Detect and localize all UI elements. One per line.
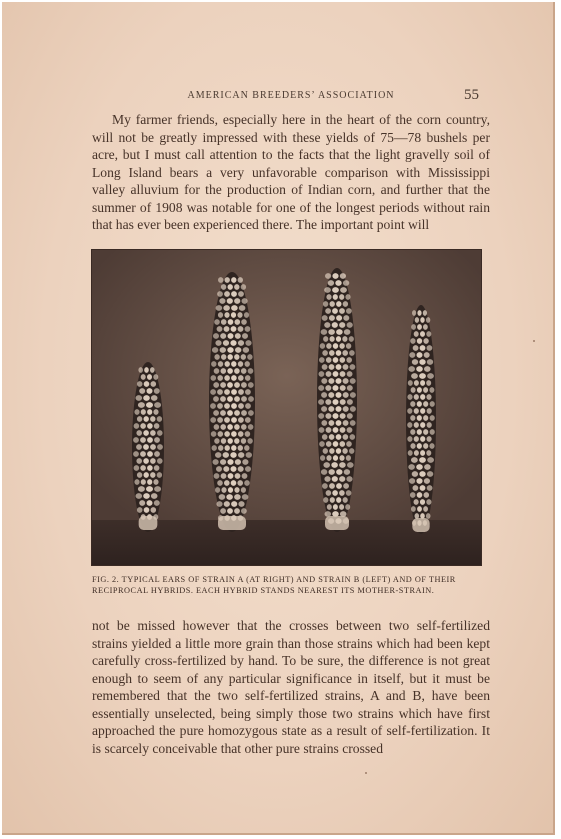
running-header: AMERICAN BREEDERS’ ASSOCIATION [187,90,395,101]
figure-caption: FIG. 2. TYPICAL EARS OF STRAIN A (AT RIGHT) AND STRAIN B (LEFT) AND OF THEIR RECIPROCAL HYBRIDS. EACH HYBRID STANDS NEAREST ITS MOTHER-STRAIN. [92,575,456,595]
corn-ear-strain-a [406,305,436,534]
paper-speck [365,772,367,774]
paper-speck [533,340,535,342]
body-paragraph-1: My farmer friends, especially here in the heart of the corn country, will not be greatly impressed with these yields of 75—78 bushels per acre, but I must call attention to the facts that the light gravelly soil of Long Island bears a very unfavorable comparison with Mississippi valley alluvium for the production of Indian corn, and further that the summer of 1908 was notable for one of the longest periods without rain that has ever been experienced there. The important point will [92,112,490,232]
body-paragraph-2: not be missed however that the crosses between two self-fertilized strains yielded a little more grain than those strains which had been kept carefully cross-fertilized by hand. To be sure, the difference is not great enough to seem of any particular significance in itself, but it must be remembered that the two self-fertilized strains, A and B, have been essentially unselected, being simply those two strains which have first approached the pure homozygous state as a result of self-fertilization. It is scarcely conceivable that other pure strains crossed [92,618,490,756]
corn-ear-strain-b [132,362,164,532]
corn-ear-hybrid-1 [209,272,255,532]
corn-ear-hybrid-2 [317,268,357,532]
corn-ears-photograph [91,249,482,566]
document-page [2,2,555,835]
page-number: 55 [464,87,479,103]
